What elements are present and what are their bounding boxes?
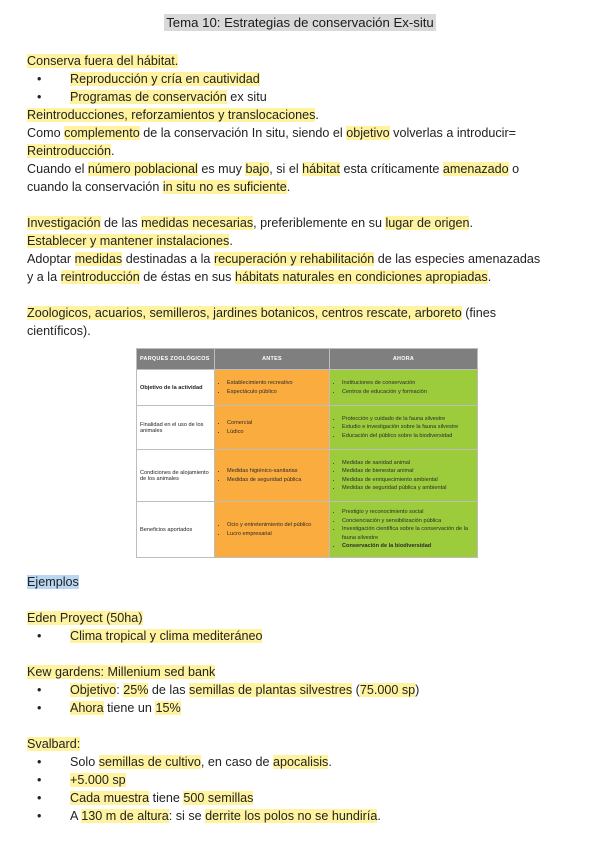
cell-item: • Medidas higiénico-sanitarias xyxy=(227,467,326,476)
cell-item: • Conservación de la biodiversidad xyxy=(342,542,474,551)
cell-item: • Ocio y entretenimiento del público xyxy=(227,521,326,530)
cell-item: • Medidas de bienestar animal xyxy=(342,467,474,476)
bullet-glyph: • xyxy=(37,629,42,643)
list-item: Ahora tiene un 15% xyxy=(70,701,181,715)
cell-item: • Educación del público sobre la biodiversidad xyxy=(342,432,474,441)
text-line: Como complemento de la conservación In situ, siendo el objetivo volverlas a introducir= xyxy=(27,126,516,140)
kew-heading: Kew gardens: Millenium sed bank xyxy=(27,665,216,679)
text-line: Reintroducciones, reforzamientos y translocaciones. xyxy=(27,108,319,122)
cell-item: • Protección y cuidado de la fauna silvestre xyxy=(342,415,474,424)
bullet-glyph: • xyxy=(37,72,42,86)
cell-item: • Instituciones de conservación xyxy=(342,379,474,388)
ejemplos-heading: Ejemplos xyxy=(27,575,79,589)
table-row-label: Beneficios aportados xyxy=(137,502,215,558)
antes-cell xyxy=(215,450,330,502)
table-row-label: Finalidad en el uso de los animales xyxy=(137,406,215,450)
ahora-cell xyxy=(330,406,478,450)
cell-item: • Comercial xyxy=(227,419,326,428)
list-item: A 130 m de altura: si se derrite los polos no se hundiría. xyxy=(70,809,381,823)
text-line: Adoptar medidas destinadas a la recuperación y rehabilitación de las especies amenazadas xyxy=(27,252,541,266)
antes-cell xyxy=(215,502,330,558)
table-header-row xyxy=(137,349,478,370)
text-line: Establecer y mantener instalaciones. xyxy=(27,234,233,248)
text-line: y a la reintroducción de éstas en sus hábitats naturales en condiciones apropiadas. xyxy=(27,270,492,284)
text-line: Cuando el número poblacional es muy bajo, si el hábitat esta críticamente amenazado o xyxy=(27,162,520,176)
text-line: Reintroducción. xyxy=(27,144,115,158)
table-row-label: Objetivo de la actividad xyxy=(137,370,215,406)
cell-item: • Centros de educación y formación xyxy=(342,388,474,397)
text-line: científicos). xyxy=(27,324,91,338)
table-header: AHORA xyxy=(330,349,478,370)
eden-heading: Eden Proyect (50ha) xyxy=(27,611,143,625)
text-line: cuando la conservación in situ no es suficiente. xyxy=(27,180,291,194)
table-row xyxy=(137,370,478,406)
svalbard-heading: Svalbard: xyxy=(27,737,81,751)
cell-item: • Concienciación y sensibilización pública xyxy=(342,517,474,526)
list-item: Cada muestra tiene 500 semillas xyxy=(70,791,254,805)
cell-item: • Espectáculo público xyxy=(227,388,326,397)
ahora-cell xyxy=(330,502,478,558)
cell-item: • Lúdico xyxy=(227,428,326,437)
bullet-glyph: • xyxy=(37,683,42,697)
cell-item: • Medidas de sanidad animal xyxy=(342,459,474,468)
zoo-comparison-table xyxy=(136,348,478,558)
list-item: Solo semillas de cultivo, en caso de apocalisis. xyxy=(70,755,332,769)
cell-item: • Lucro empresarial xyxy=(227,530,326,539)
page-title: Tema 10: Estrategias de conservación Ex-situ xyxy=(166,15,434,30)
list-item: Clima tropical y clima mediteráneo xyxy=(70,629,263,643)
bullet-glyph: • xyxy=(37,773,42,787)
table-row xyxy=(137,502,478,558)
table-row xyxy=(137,406,478,450)
section1-heading: Conserva fuera del hábitat. xyxy=(27,54,179,68)
bullet-glyph: • xyxy=(37,809,42,823)
table-row-label: Condiciones de alojamiento de los animales xyxy=(137,450,215,502)
list-item: +5.000 sp xyxy=(70,773,126,787)
cell-item: • Medidas de seguridad pública y ambiental xyxy=(342,484,474,493)
text-line: Zoologicos, acuarios, semilleros, jardines botanicos, centros rescate, arboreto (fines xyxy=(27,306,496,320)
antes-cell xyxy=(215,406,330,450)
bullet-glyph: • xyxy=(37,755,42,769)
cell-item: • Medidas de seguridad pública xyxy=(227,476,326,485)
list-item: Programas de conservación ex situ xyxy=(70,90,267,104)
cell-item: • Establecimiento recreativo xyxy=(227,379,326,388)
ahora-cell xyxy=(330,450,478,502)
list-item: Objetivo: 25% de las semillas de plantas silvestres (75.000 sp) xyxy=(70,683,420,697)
cell-item: • Medidas de enriquecimiento ambiental xyxy=(342,476,474,485)
antes-cell xyxy=(215,370,330,406)
list-item: Reproducción y cría en cautividad xyxy=(70,72,260,86)
title-wrap xyxy=(0,15,600,30)
cell-item: • Prestigio y reconocimiento social xyxy=(342,508,474,517)
text-line: Investigación de las medidas necesarias, preferiblemente en su lugar de origen. xyxy=(27,216,473,230)
table-header: PARQUES ZOOLÓGICOS xyxy=(137,349,215,370)
table-header: ANTES xyxy=(215,349,330,370)
bullet-glyph: • xyxy=(37,701,42,715)
cell-item: • Estudio e investigación sobre la fauna silvestre xyxy=(342,423,474,432)
bullet-glyph: • xyxy=(37,90,42,104)
bullet-glyph: • xyxy=(37,791,42,805)
table-row xyxy=(137,450,478,502)
cell-item: • Investigación científica sobre la conservación de la fauna silvestre xyxy=(342,525,474,542)
ahora-cell xyxy=(330,370,478,406)
